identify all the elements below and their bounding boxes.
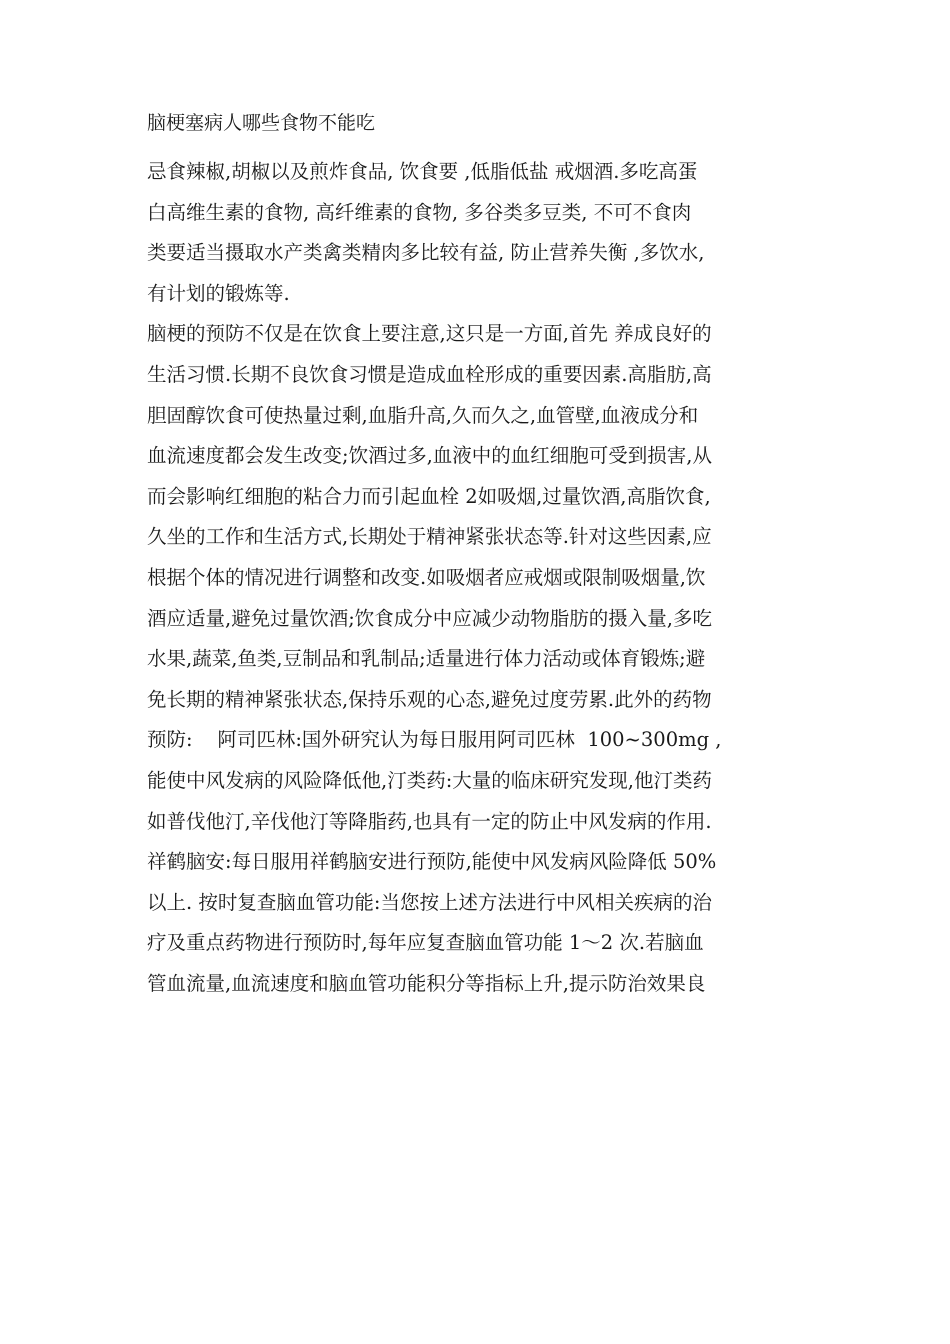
text-line: 疗及重点药物进行预防时,每年应复查脑血管功能 1～2 次.若脑血 [147,931,704,955]
text-line: 生活习惯.长期不良饮食习惯是造成血栓形成的重要因素.高脂肪,高 [147,362,712,386]
text-line: 脑梗的预防不仅是在饮食上要注意,这只是一方面,首先 养成良好的 [147,322,712,346]
text-line: 类要适当摄取水产类禽类精肉多比较有益, 防止营养失衡 ,多饮水, [147,241,705,265]
text-line: 久坐的工作和生活方式,长期处于精神紧张状态等.针对这些因素,应 [147,525,712,549]
text-line: 预防: 阿司匹林:国外研究认为每日服用阿司匹林 100~300mg , [147,728,722,752]
text-line: 有计划的锻炼等. [147,281,290,305]
text-line: 胆固醇饮食可使热量过剩,血脂升高,久而久之,血管壁,血液成分和 [147,403,699,427]
text-line: 水果,蔬菜,鱼类,豆制品和乳制品;适量进行体力活动或体育锻炼;避 [147,647,706,671]
text-line: 根据个体的情况进行调整和改变.如吸烟者应戒烟或限制吸烟量,饮 [147,565,706,589]
document-title: 脑梗塞病人哪些食物不能吃 [147,112,376,134]
text-line: 管血流量,血流速度和脑血管功能积分等指标上升,提示防治效果良 [147,971,706,995]
text-line: 以上. 按时复查脑血管功能:当您按上述方法进行中风相关疾病的治 [147,890,712,914]
text-line: 如普伐他汀,辛伐他汀等降脂药,也具有一定的防止中风发病的作用. [147,809,712,833]
text-line: 免长期的精神紧张状态,保持乐观的心态,避免过度劳累.此外的药物 [147,687,712,711]
text-line: 酒应适量,避免过量饮酒;饮食成分中应减少动物脂肪的摄入量,多吃 [147,606,712,630]
text-line: 而会影响红细胞的粘合力而引起血栓 2如吸烟,过量饮酒,高脂饮食, [147,484,711,508]
text-line: 祥鹤脑安:每日服用祥鹤脑安进行预防,能使中风发病风险降低 50% [147,850,717,874]
document-body [147,155,817,1007]
text-line: 白高维生素的食物, 高纤维素的食物, 多谷类多豆类, 不可不食肉 [147,200,692,224]
text-line: 血流速度都会发生改变;饮酒过多,血液中的血红细胞可受到损害,从 [147,444,712,468]
text-line: 能使中风发病的风险降低他,汀类药:大量的临床研究发现,他汀类药 [147,768,712,792]
text-line: 忌食辣椒,胡椒以及煎炸食品, 饮食要 ,低脂低盐 戒烟酒.多吃高蛋 [147,160,698,183]
